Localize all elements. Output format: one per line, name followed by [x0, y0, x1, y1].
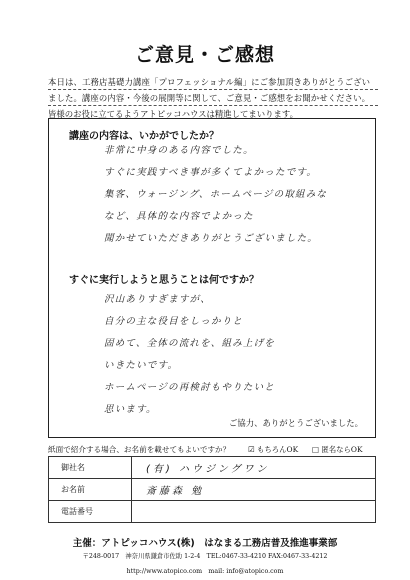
dotted-rule	[48, 89, 378, 90]
answer-1-line: 聞かせていただきありがとうございました。	[104, 233, 319, 244]
page-title: ご意見・ご感想	[134, 44, 275, 66]
company-field[interactable]: (有) ハウジングワン	[132, 457, 376, 479]
thanks-text: ご協力、ありがとうございました。	[229, 418, 363, 428]
answer-1-line: 集客、ウォージング、ホームページの取組みな	[104, 189, 328, 200]
phone-field[interactable]	[132, 501, 376, 523]
answer-1-line: 非常に中身のある内容でした。	[104, 145, 254, 156]
answer-2-line: ホームページの再検討もやりたいと	[104, 382, 276, 393]
table-row	[49, 479, 376, 501]
dotted-rule	[48, 105, 378, 106]
consent-question: 紙面で紹介する場合、お名前を載せてもよいですか？	[48, 445, 231, 454]
answer-1-line: など、具体的な内容でよかった	[104, 211, 254, 222]
consent-option-yes[interactable]: ☑ もちろんOK	[248, 445, 299, 454]
consent-option-anonymous[interactable]: □ 匿名ならOK	[312, 445, 363, 454]
answer-2-line: 沢山ありすぎますが、	[104, 294, 212, 305]
question-2-heading: すぐに実行しようと思うことは何ですか？	[69, 275, 259, 286]
intro-text: 本日は、工務店基礎力講座「プロフェッショナル編」にご参加頂きありがとうございました。講座の内容・今後の展開等に関して、ご意見・ご感想をお聞かせください。皆様のお役に立てるようアトピッコハウスは精進してまいります。	[48, 77, 370, 119]
organizer-address: 〒248-0017 神奈川県鎌倉市佐助 1-2-4 TEL:0467-33-4210 FAX:0467-33-4212	[82, 553, 328, 560]
answer-2-line: 思います。	[104, 404, 157, 415]
contact-form-table	[48, 456, 376, 523]
table-row	[49, 457, 376, 479]
table-row	[49, 501, 376, 523]
answer-1-line: すぐに実践すべき事が多くてよかったです。	[104, 167, 318, 178]
name-field[interactable]: 斎藤森 勉	[132, 479, 376, 501]
answer-2-line: 固めて、全体の流れを、組み上げを	[104, 338, 276, 349]
feedback-box	[48, 118, 376, 438]
name-label: お名前	[49, 479, 132, 501]
phone-label: 電話番号	[49, 501, 132, 523]
company-label: 御社名	[49, 457, 132, 479]
organizer-name: 主催：アトピッコハウス(株) はなまる工務店普及推進事業部	[72, 538, 338, 549]
answer-2-line: いきたいです。	[104, 360, 179, 371]
answer-2-line: 自分の主な役目をしっかりと	[104, 316, 244, 327]
organizer-web: http://www.atopico.com mail: info@atopico.com	[126, 568, 284, 575]
question-1-heading: 講座の内容は、いかがでしたか？	[69, 131, 219, 142]
